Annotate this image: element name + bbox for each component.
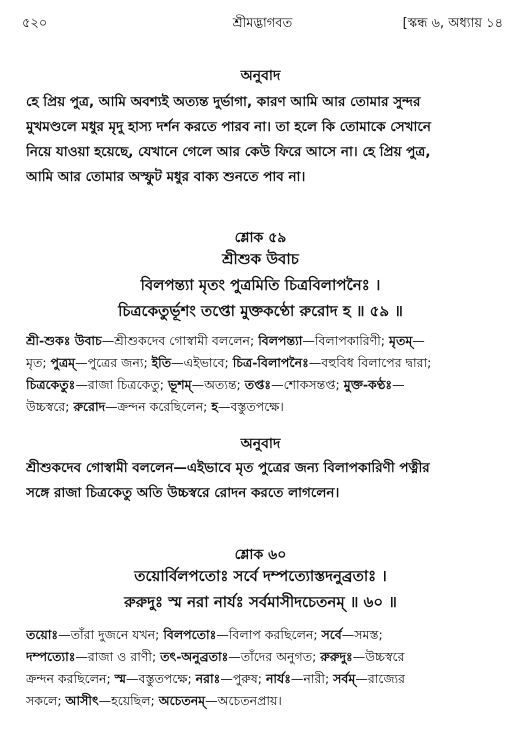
text-line: সঙ্গে রাজা চিত্রকেতু অতি উচ্চস্বরে রোদন করতে লাগলেন। [26,485,340,501]
synonym-meaning: —এইভাবে; [171,355,233,370]
page-number: ৫২০ [22,16,48,31]
synonym-word: মুক্ত-কণ্ঠঃ [343,377,393,392]
verse-59-speaker: শ্রীশুক উবাচ [222,250,299,268]
synonym-word: নরাঃ [195,671,221,686]
synonym-line [26,624,501,646]
book-title: শ্রীমদ্ভাগবত [232,16,293,31]
synonym-word: তৎ-অনুব্রতাঃ [160,649,229,664]
synonym-meaning: —হয়েছিল; [98,693,159,708]
synonym-word: আসীৎ [65,693,99,708]
synonym-meaning: —রাজা ও রাণী; [75,649,161,664]
verse-60-synonyms [26,624,501,712]
synonym-meaning: সকলে; [26,693,66,708]
synonym-word: ভূশম্ [167,377,192,392]
synonym-meaning: —উচ্চস্বরে [352,649,405,664]
synonym-meaning: —অচেতনপ্রায়। [205,693,282,708]
translation-previous-text [26,90,501,190]
synonym-meaning: —পুরুষ; [220,671,266,686]
synonym-line [26,374,501,396]
synonym-meaning: —রাজ্যের [355,671,406,686]
verse-59-line-1: বিলপন্ত্যা মৃতং পুত্রমিতি চিত্রবিলাপনৈঃ । [140,276,381,294]
synonym-meaning: — [392,377,405,392]
synonym-word: হ [211,399,218,414]
synonym-meaning: মৃত; [26,355,51,370]
synonym-meaning: —বহুবিধ বিলাপের দ্বারা; [308,355,432,370]
verse-60-line-2: রুরুদুঃ স্ম নরা নার্যঃ সর্বমাসীদচেতনম্ ॥ ৬০ ॥ [124,593,397,611]
translation-59-text [26,456,501,506]
synonym-meaning: —সমস্ত; [341,627,383,642]
synonym-meaning: — [412,333,425,348]
synonym-word: বিলপন্ত্যা [258,333,303,348]
verse-59-synonyms [26,330,501,418]
synonym-meaning: —নারী; [290,671,334,686]
synonym-word: ইতি [151,355,172,370]
synonym-meaning: —শ্রীশুকদেব গোস্বামী বললেন; [101,333,259,348]
synonym-meaning: —অত্যন্ত; [191,377,245,392]
synonym-meaning: —বিলাপ করছিলেন; [216,627,322,642]
synonym-meaning: —বস্তুতপক্ষে; [126,671,196,686]
synonym-word: মৃতম্ [389,333,413,348]
chapter-reference: [স্কন্ধ ৬, অধ্যায় ১৪ [402,16,503,31]
synonym-meaning: উচ্চস্বরে; [26,399,74,414]
translation-59-heading: অনুবাদ [240,436,281,452]
synonym-word: সর্বম্ [333,671,356,686]
text-line: নিয়ে যাওয়া হয়েছে, যেখানে গেলে আর কেউ ফিরে আসে না। হে প্রিয় পুত্র, [26,144,431,160]
verse-59-line-2: চিত্রকেতুর্ভূশং তপ্তো মুক্তকণ্ঠো রুরোদ হ ॥ ৫৯ ॥ [118,302,403,320]
verse-60-heading: শ্লোক ৬০ [234,547,287,563]
synonym-meaning: —পুত্রের জন্য; [75,355,152,370]
text-line: আমি আর তোমার অস্ফুট মধুর বাক্য শুনতে পাব না। [26,169,306,185]
text-line: শ্রীশুকদেব গোস্বামী বললেন—এইভাবে মৃত পুত্রের জন্য বিলাপকারিণী পত্নীর [26,460,430,476]
synonym-line [26,330,501,352]
synonym-word: বিলপতোঃ [163,627,217,642]
translation-heading-previous: অনুবাদ [240,68,281,84]
synonym-line [26,396,501,418]
synonym-line [26,352,501,374]
synonym-meaning: —বস্তুতপক্ষে। [217,399,284,414]
synonym-word: চিত্রকেতুঃ [26,377,76,392]
synonym-word: শ্রী-শুকঃ উবাচ [26,333,102,348]
text-line: মুখমণ্ডলে মধুর মৃদু হাস্য দর্শন করতে পারব না। তা হলে কি তোমাকে সেখানে [26,119,431,135]
synonym-meaning: —রাজা চিত্রকেতু; [75,377,168,392]
synonym-line [26,690,501,712]
synonym-meaning: —বিলাপকারিণী; [302,333,389,348]
synonym-word: চিত্র-বিলাপনৈঃ [232,355,309,370]
synonym-word: তয়োঃ [26,627,59,642]
synonym-meaning: ক্রন্দন করছিলেন; [26,671,115,686]
text-line: হে প্রিয় পুত্র, আমি অবশ্যই অত্যন্ত দুর্ভাগা, কারণ আমি আর তোমার সুন্দর [26,94,421,110]
synonym-word: রুরোদ [73,399,106,414]
synonym-meaning: —ক্রন্দন করেছিলেন; [105,399,212,414]
synonym-word: নার্যঃ [265,671,291,686]
synonym-word: দম্পত্যোঃ [26,649,76,664]
synonym-line [26,646,501,668]
synonym-word: অচেতনম্ [158,693,206,708]
synonym-meaning: —তাঁদের অনুগত; [228,649,321,664]
synonym-word: সর্বে [321,627,342,642]
synonym-word: পুত্রম্ [50,355,76,370]
synonym-meaning: —শোকসন্তপ্ত; [271,377,344,392]
synonym-word: তপ্তঃ [244,377,272,392]
verse-60-line-1: তয়োর্বিলপতোঃ সর্বে দম্পত্যোস্তদনুব্রতাঃ । [134,567,387,585]
synonym-word: রুরুদুঃ [320,649,353,664]
verse-59-heading: শ্লোক ৫৯ [234,230,287,246]
synonym-word: স্ম [114,671,127,686]
synonym-line [26,668,501,690]
page-header [22,14,503,34]
synonym-meaning: —তাঁরা দুজনে যখন; [58,627,164,642]
